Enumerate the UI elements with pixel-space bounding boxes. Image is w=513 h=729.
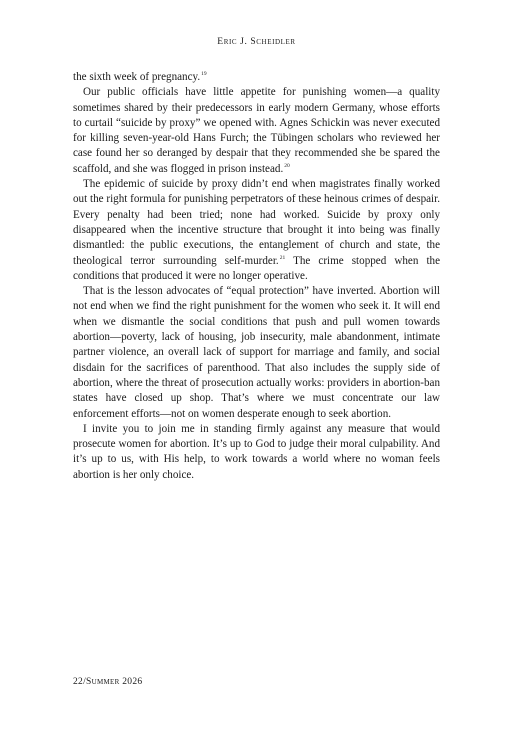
paragraph-text: I invite you to join me in standing firmly against any measure that would prosecute women for abortion. It’s up to God to judge their moral culpability. And it’s up to us, with His help, to work towards a world where no woman feels abortion is her only choice. [73,422,440,481]
footnote-marker[interactable]: 21 [279,254,286,261]
paragraph-text: Our public officials have little appetite for punishing women—a quality sometimes shared by their predecessors in early modern Germany, whose efforts to curtail “suicide by proxy” we opened with. Agnes Schickin was never executed for killing seven-year-old Hans Furch; the Tübingen scholars who reviewed her case found her so deranged by despair that they recommended she be spared the scaffold, and she was flogged in prison instead. [73,86,440,175]
footnote-marker[interactable]: 19 [201,71,207,77]
footnote-marker[interactable]: 20 [284,162,290,169]
paragraph-text: That is the lesson advocates of “equal protection” have inverted. Abortion will not end when we find the right punishment for the women who seek it. It will end when we dismantle the social conditions that push and pull women towards abortion—poverty, lack of housing, job insecurity, male abandonment, intimate partner violence, an overall lack of support for marriage and family, and social disdain for the sacrifices of parenthood. That also includes the supply side of abortion, where the threat of prosecution actually works: providers in abortion-ban states have closed up shop. That’s where we must concentrate our law enforcement efforts—not on women desperate enough to seek abortion. [73,285,440,420]
paragraph [73,422,440,483]
paragraph [73,85,440,177]
paragraph-text: the sixth week of pregnancy. [73,71,201,83]
paragraph-text: The crime stopped when the conditions that produced it were no longer operative. [73,254,440,282]
article-body [73,70,440,483]
paragraph [73,284,440,422]
running-head: Eric J. Scheidler [217,37,296,47]
paragraph [73,177,440,284]
page-folio: 22/Summer 2026 [73,677,143,687]
paragraph-text: The epidemic of suicide by proxy didn’t end when magistrates finally worked out the right formula for punishing perpetrators of these heinous crimes of despair. Every penalty had been tried; none had worked. Suicide by proxy only disappeared when the incentive structure that brought it into being was finally dismantled: the public executions, the entanglement of church and state, the theological terror surrounding self-murder. [73,178,440,267]
paragraph [73,70,440,85]
